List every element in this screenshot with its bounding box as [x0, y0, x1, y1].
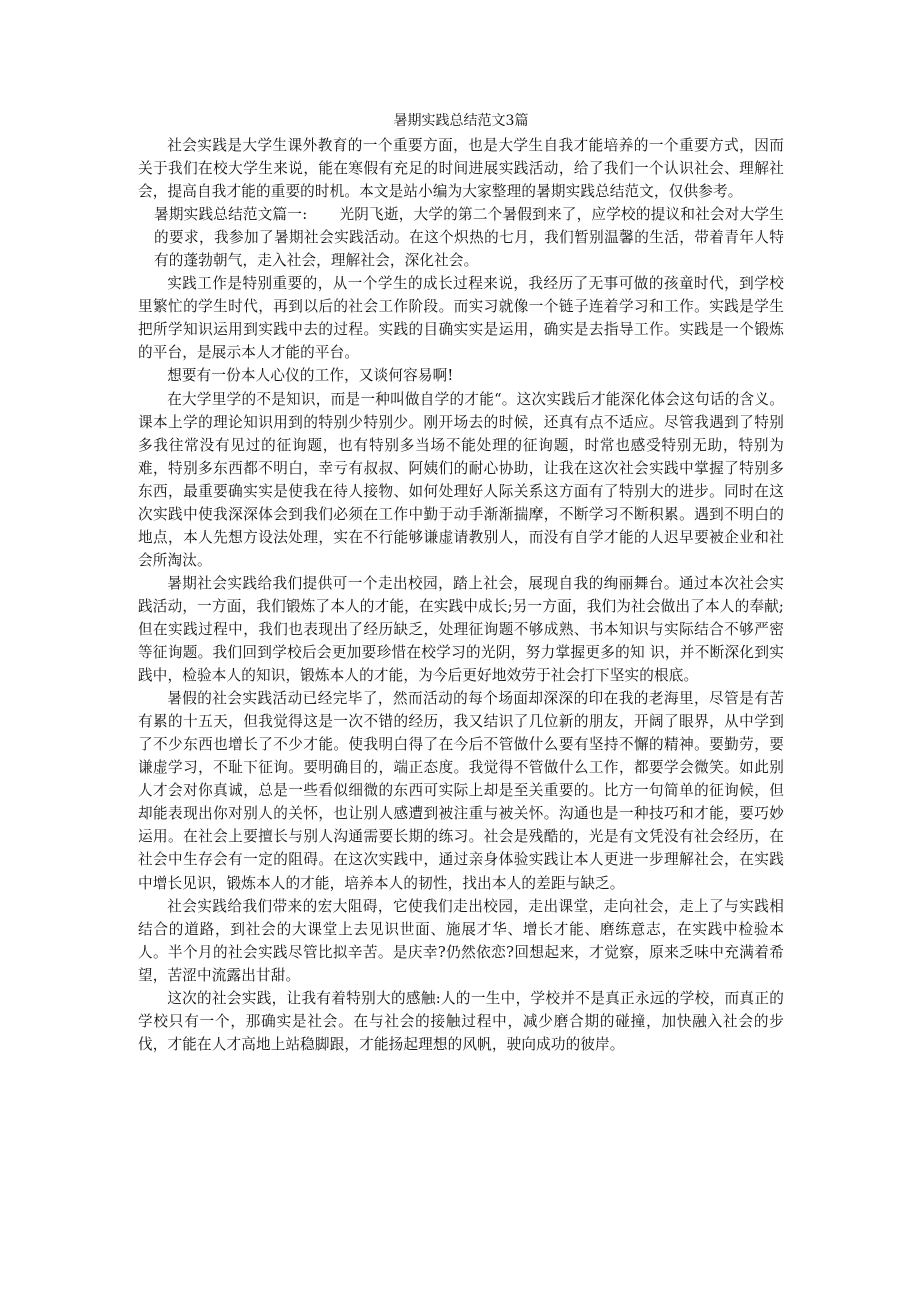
- section-heading: 暑期实践总结范文篇一:: [154, 206, 308, 224]
- document-title: 暑期实践总结范文3篇: [393, 113, 529, 129]
- document-page: [138, 110, 784, 1056]
- paragraph-practice-importance: 实践工作是特别重要的，从一个学生的成长过程来说，我经历了无事可做的孩童时代，到学校里繁忙的学生时代，再到以后的社会工作阶段。而实习就像一个链子连着学习和工作。实践是学生把所学知识运用到实践中去的过程。实践的目确实实是运用，确实是去指导工作。实践是一个锻炼的平台，是展示本人才能的平台。: [138, 275, 784, 362]
- paragraph-stage: 暑期社会实践给我们提供可一个走出校园，踏上社会，展现自我的绚丽舞台。通过本次社会实践活动，一方面，我们锻炼了本人的才能，在实践中成长;另一方面，我们为社会做出了本人的奉献;但在实践过程中，我们也表现出了经历缺乏，处理征询题不够成熟、书本知识与实际结合不够严密等征询题。我们回到学校后会更加要珍惜在校学习的光阴，努力掌握更多的知 识，并不断深化到实践中，检验本人的知识，锻炼本人的才能，为今后更好地效劳于社会打下坚实的根底。: [138, 574, 784, 685]
- section-one-text: 光阴飞逝，大学的第二个暑假到来了，应学校的提议和社会对大学生的要求，我参加了暑期社会实践活动。在这个炽热的七月，我们暂别温馨的生活，带着青年人特有的蓬勃朝气，走入社会，理解社会，深化社会。: [154, 206, 784, 270]
- paragraph-influence: 社会实践给我们带来的宏大阻碍，它使我们走出校园，走出课堂，走向社会，走上了与实践相结合的道路，到社会的大课堂上去见识世面、施展才华、增长才能、磨练意志，在实践中检验本人。半个月的社会实践尽管比拟辛苦。是庆幸?仍然依恋?回想起来，才觉察，原来乏味中充满着希望，苦涩中流露出甘甜。: [138, 897, 784, 984]
- paragraph-section-one: [138, 203, 784, 272]
- paragraph-self-learning: 在大学里学的不是知识，而是一种叫做自学的才能“。这次实践后才能深化体会这句话的含义。课本上学的理论知识用到的特别少特别少。刚开场去的时候，还真有点不适应。尽管我遇到了特别多我往常没有见过的征询题，也有特别多当场不能处理的征询题，时常也感受特别无助，特别为难，特别多东西都不明白，幸亏有叔叔、阿姨们的耐心协助，让我在这次社会实践中掌握了特别多东西，最重要确实实是使我在待人接物、如何处理好人际关系这方面有了特别大的进步。同时在这次实践中使我深深体会到我们必须在工作中勤于动手渐渐揣摩，不断学习不断积累。遇到不明白的地点，本人先想方设法处理，实在不行能够谦虚请教别人，而没有自学才能的人迟早要被企业和社会所淘汰。: [138, 390, 784, 569]
- paragraph-intro: 社会实践是大学生课外教育的一个重要方面，也是大学生自我才能培养的一个重要方式，因而关于我们在校大学生来说，能在寒假有充足的时间进展实践活动，给了我们一个认识社会、理解社会，提高自我才能的重要的时机。本文是站小编为大家整理的暑期实践总结范文，仅供参考。: [138, 137, 784, 201]
- paragraph-conclusion: 这次的社会实践，让我有着特别大的感触:人的一生中，学校并不是真正永远的学校，而真正的学校只有一个，那确实是社会。在与社会的接触过程中，减少磨合期的碰撞，加快融入社会的步伐，才能在人才高地上站稳脚跟，才能扬起理想的风帆，驶向成功的彼岸。: [138, 989, 784, 1053]
- paragraph-summer-review: 暑假的社会实践活动已经完毕了，然而活动的每个场面却深深的印在我的老海里，尽管是有苦有累的十五天，但我觉得这是一次不错的经历，我又结识了几位新的朋友，开阔了眼界，从中学到了不少东西也增长了不少才能。使我明白得了在今后不管做什么要有坚持不懈的精神。要勤劳，要谦虚学习，不耻下征询。要明确目的，端正态度。我觉得不管做什么工作，都要学会微笑。如此别人才会对你真诚，总是一些看似细微的东西可实际上却是至关重要的。比方一句简单的征询候，但却能表现出你对别人的关怀，也让别人感遭到被注重与被关怀。沟通也是一种技巧和才能，要巧妙运用。在社会上要擅长与别人沟通需要长期的练习。社会是残酷的，光是有文凭没有社会经历，在社会中生存会有一定的阻碍。在这次实践中，通过亲身体验实践让本人更进一步理解社会，在实践中增长见识，锻炼本人的才能，培养本人的韧性，找出本人的差距与缺乏。: [138, 690, 784, 892]
- paragraph-ideal-job: 想要有一份本人心仪的工作，又谈何容易啊!: [167, 367, 454, 385]
